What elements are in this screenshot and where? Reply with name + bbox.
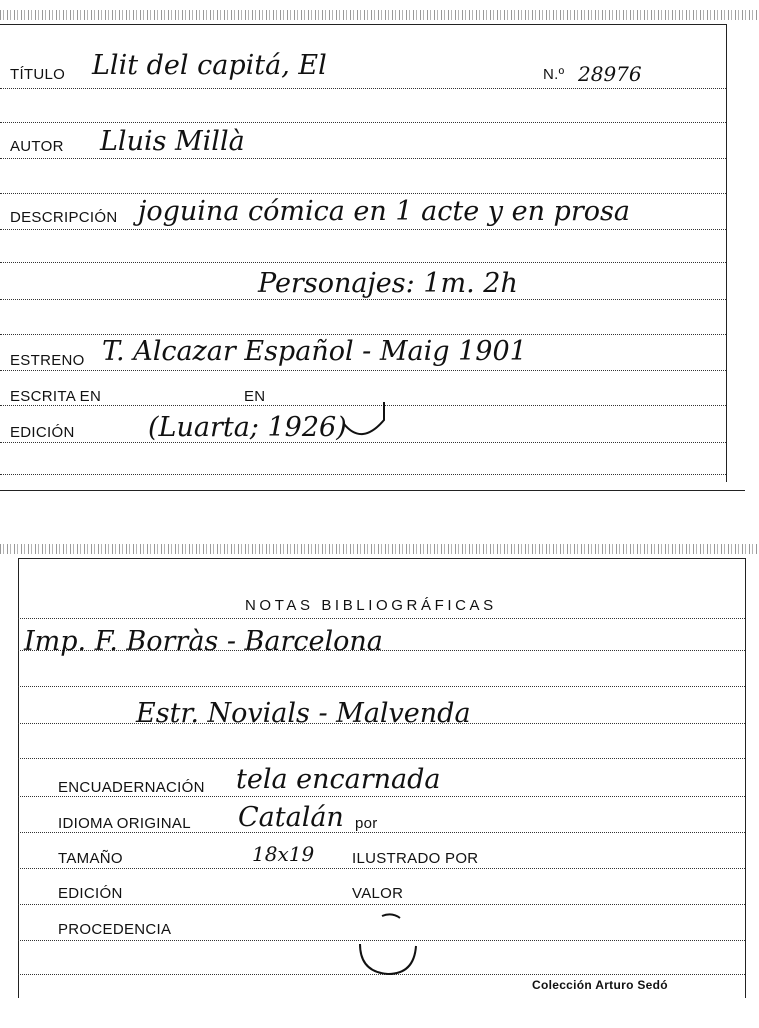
handwritten-bracket-mark [340,398,390,442]
rule-line [0,442,726,443]
titulo-value: Llit del capitá, El [92,50,327,81]
rule-line [18,868,745,869]
tamano-label: TAMAÑO [58,850,123,867]
footer-credit: Colección Arturo Sedó [532,978,668,992]
edicion-value: (Luarta; 1926) [148,412,347,443]
rule-line [18,904,745,905]
card-bottom-border [0,490,745,491]
tamano-value: 18x19 [252,842,315,866]
numero-label: N.º [543,66,565,83]
handwritten-bracket-mark [352,910,422,978]
rule-line [18,686,745,687]
rule-line [0,122,726,123]
rule-line [0,370,726,371]
rule-line [0,474,726,475]
ilustrado-label: ILUSTRADO POR [352,850,479,867]
idioma-label: IDIOMA ORIGINAL [58,815,191,832]
scan-noise-top [0,10,759,20]
rule-line [0,193,726,194]
edicion-label-2: EDICIÓN [58,885,123,902]
rule-line [0,299,726,300]
encuadernacion-label: ENCUADERNACIÓN [58,779,205,796]
card-top-border [0,24,727,25]
note-line-2: Estr. Novials - Malvenda [136,698,471,729]
en-label: EN [244,388,266,405]
rule-line [18,758,745,759]
rule-line [0,334,726,335]
card2-right-border [745,558,746,998]
numero-value: 28976 [578,62,642,86]
estreno-label: ESTRENO [10,352,85,369]
autor-value: Lluis Millà [100,126,245,157]
por-label: por [355,815,378,832]
descripcion-value: joguina cómica en 1 acte y en prosa [138,196,630,227]
valor-label: VALOR [352,885,404,902]
encuadernacion-value: tela encarnada [236,764,441,795]
card-right-border [726,24,727,482]
titulo-label: TÍTULO [10,66,66,83]
note-line-1: Imp. F. Borràs - Barcelona [24,626,383,657]
edicion-label: EDICIÓN [10,424,75,441]
catalog-card-top [0,0,759,495]
rule-line [0,88,726,89]
catalog-card-bottom [0,538,759,1018]
rule-line [0,262,726,263]
notas-heading: NOTAS BIBLIOGRÁFICAS [245,597,497,614]
escrita-label: ESCRITA EN [10,388,102,405]
estreno-value: T. Alcazar Español - Maig 1901 [102,336,527,367]
card2-left-border [18,558,19,998]
idioma-value: Catalán [238,802,344,833]
card2-top-border [18,558,746,559]
descripcion-label: DESCRIPCIÓN [10,209,118,226]
rule-line [18,618,745,619]
rule-line [0,158,726,159]
autor-label: AUTOR [10,138,64,155]
rule-line [18,796,745,797]
procedencia-label: PROCEDENCIA [58,921,172,938]
scan-noise-bottom [0,544,759,554]
descripcion-value-2: Personajes: 1m. 2h [258,268,518,299]
rule-line [0,229,726,230]
rule-line [18,832,745,833]
